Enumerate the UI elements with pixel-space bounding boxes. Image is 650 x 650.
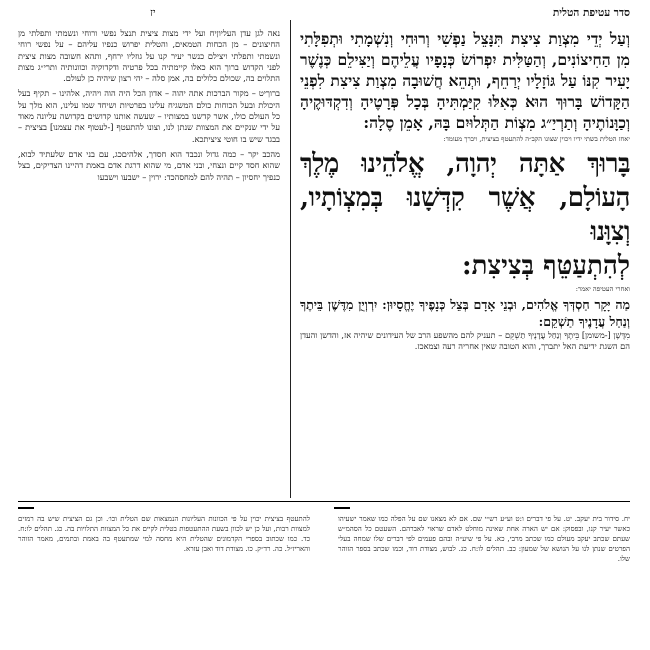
footnotes-left: להתעטף בציצית יכוין על פי הכוונות העליונות הנמצאות שם הטלית וכו׳. וכן גם הציצית שיש בה רמזים למצוות רבות, ועל כן יש לכוון בשעת ההתעטפות בטלית לקיים את כל המצוות התלויות בה. כג. תהלים לו:ח. כד. כמו שכתוב בספרי הקדמונים שהטלית היא מחסה למי שמתעטף בה באמת ובתמים, מאמר הזוהר והאריז״ל. כה. רד״ק. כו. מצודת דוד ואבן עזרא. — [18, 515, 310, 553]
footnote-marker-right — [334, 507, 350, 509]
running-header — [150, 6, 630, 20]
instruction-before-blessing: יאחז הטלית בשתי ידיו ויכוין שצונו הקב״ה להתעטף בציצית, ויברך מעומד: — [443, 135, 630, 143]
running-title: סדר עטיפת הטלית — [552, 7, 630, 19]
blessing-text: בָּרוּךְ אַתָּה יְהוָה, אֱלֹהֵינוּ מֶלֶךְ הָעוֹלָם, אֲשֶׁר קִדְּשָׁנוּ בְּמִצְוֹתָיו, וְצִוָּנוּ — [300, 148, 630, 247]
commentary-column — [18, 28, 280, 187]
verse-commentary: מִדֶּשֶׁן [-משומן] בֵּיתֶךָ וְנַחַל עֲדָנֶיךָ תַשְׁקֵם – תעניק להם מהשפע הרב של העידונים שיהיה אז, והדשן והעדן הם השגת ידיעת האל יתברך, והוא הטובה שאין אחריה רעה וצמאכז. — [300, 330, 630, 352]
main-text-column — [300, 28, 630, 353]
footnotes-right: יח. סידור בית יעקב. יט. על פי דברים ו:ט וע״ע רש״י שם. אם לא מצאנו שם על הפלה כמו שאמר ישעיהו כאשר יעיר קנו, ובפסוק: אם יש הארה אחת שאינה מוחלט לאדם שראוי לאברהם. השעטם כל הסהמ״ש שעתם שכתב יעקב מעולם כמו שכתב מרבי, כא. על פי שיע״ה ובהם פעמים לפי דברים שלו שמחה בעלי הפרטים שנתן לנו על הנושא של שמעון: כב. תהלים לו:ח. כג. לבוש, מצודת דוד, וכמו שכתב בספר הזוהר שלו. — [338, 515, 630, 563]
instruction-after-wrapping: ואחרי העטיפה יאמר: — [575, 284, 630, 293]
commentary-paragraph: מהכב יקר – כמה גדול ונכבד הוא חסדך, אלהיםכג, עם בני אדם שלעתיד לבוא, שהוא חסד קיים ונצחי, ובני אדם, מי שהוא דרגת אדם באמת דהיינו הצדיקים, בצל כנפיך יחסיון – תהיה להם למחסהכד: ירוין – ישבעו וישבעו — [18, 148, 280, 182]
footnote-marker-left — [18, 507, 34, 509]
commentary-paragraph: ברוךיט – מקור הברכות אתה יהוה – אדון הכל היה הוה ויהיה, אלהינו – תקיף בעל היכולת ובעל הכוחות כולם המשגיח עלינו בפרטיות ושיחד שמו עלינו, הוא מלך על כל העולם כולו, אשר קדשנו במצותיו – שעשה אותנו קדושים בקדושה עליונה מאוד על ידי שנקיים את המצוות שנתן לנו, וצונו להתעטף [-לעטוף את עצמנו] בציצית – בבגד שיש בו חוטי ציציתכא. — [18, 88, 280, 144]
footnote-divider — [18, 501, 630, 502]
commentary-paragraph: נאה לגן עדן העליוןיח ועל ידי מצות ציצית תנצל נפשי ורוחי ונשמתי ותפלתי מן החיצונים – מן הכחות הטמאים, והטלית יפרוש כנפיו עליהם – על נפשי רוחי ונשמתי ותפלתי ויצילם כנשר יעיר קנו על גוזליו ירחף, ותהא חשובה מצות ציצית לפני הקדוש ברוך הוא כאלו קיימתיה בכל פרטיה ודקדוקיה וכוונותיה ותרי״ג מצות התלוים בה, שכולם כלולים בה, אמן סלה – יהי רצון שיהיה כן לעולם. — [18, 28, 280, 84]
intro-prayer: וְעַל יְדֵי מִצְוַת צִיצִת תִּנָּצֵל נַפְשִׁי וְרוּחִי וְנִשְׁמָתִי וּתְפִלָּתִי מִן הַחִיצוֹנִים, וְהַטַּלִּית יִפְרוֹשׂ כְּנָפָיו עֲלֵיהֶם וְיַצִּילֵם כְּנֶשֶׁר יָעִיר קִנּוֹ עַל גּוֹזָלָיו יְרַחֵף, וּתְהֵא חֲשׁוּבָה מִצְוַת צִיצִת לִפְנֵי הַקָּדוֹשׁ בָּרוּךְ הוּא כְּאִלּוּ קִיַּמְתִּיהָ בְּכָל פְּרָטֶיהָ וְדִקְדּוּקֶיהָ וְכַוָּנוֹתֶיהָ וְתַרְיַ״ג מִצְוֹת הַתְּלוּיִם בָּהּ, אָמֵן סֶלָה: — [300, 29, 630, 132]
psalm-verse: מַה יָּקָר חַסְדְּךָ אֱלֹהִים, וּבְנֵי אָדָם בְּצֵל כְּנָפֶיךָ יֶחֱסָיוּן: יִרְוְיֻן מִדֶּשֶׁן בֵּיתֶךָ וְנַחַל עֲדָנֶיךָ תַשְׁקֵם: — [300, 297, 630, 329]
column-divider — [290, 20, 291, 498]
page-number: יז — [150, 7, 156, 19]
blessing-ending: לְהִתְעַטֵּף בְּצִיצִת: — [462, 250, 630, 281]
